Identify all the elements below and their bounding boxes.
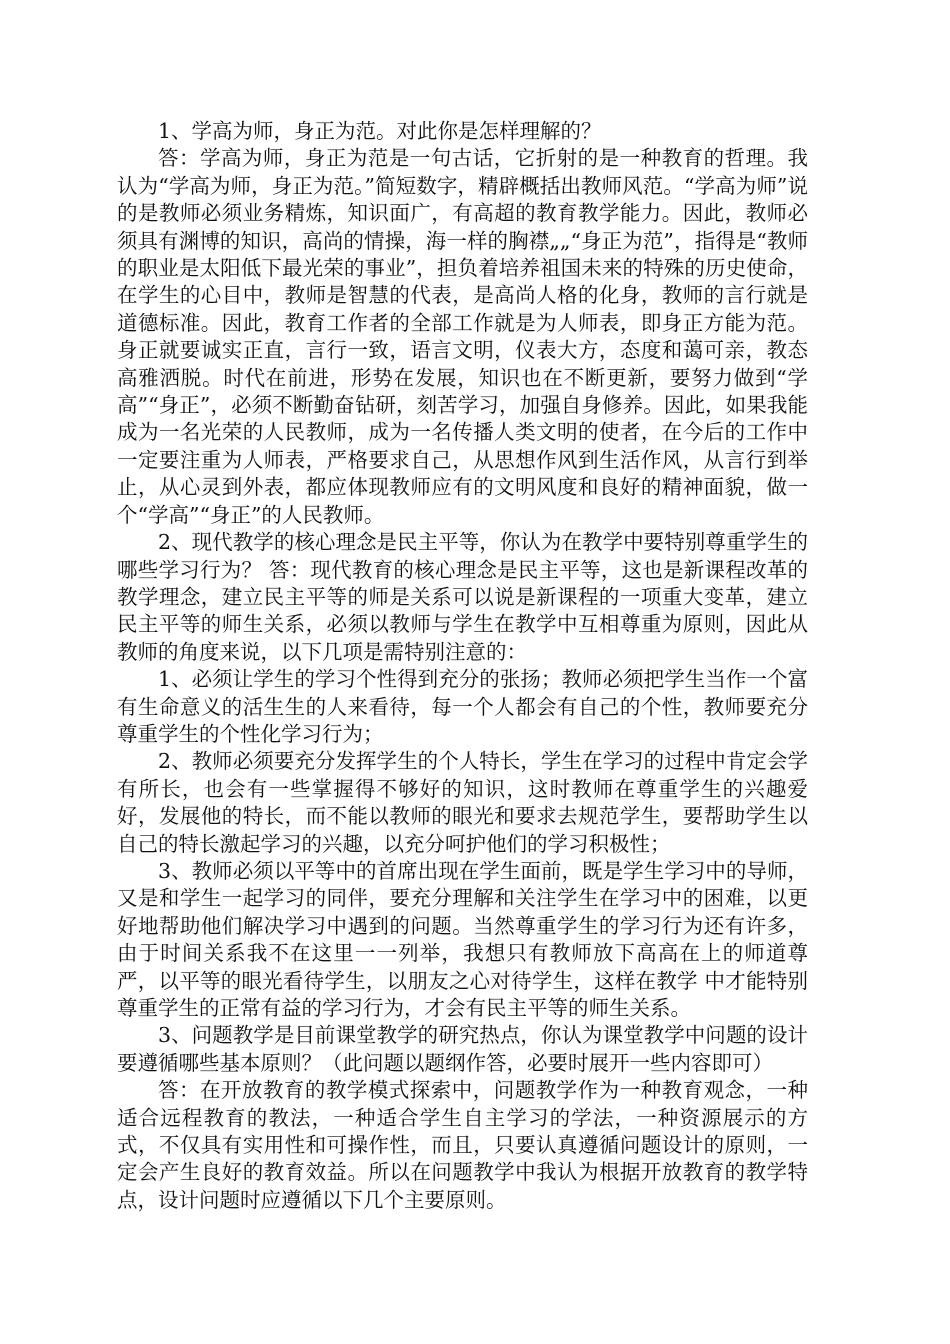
answer-2-point-1: 1、必须让学生的学习个性得到充分的张扬；教师必须把学生当作一个富有生命意义的活生生的人来看待，每一个人都会有自己的个性，教师要充分尊重学生的个性化学习行为； xyxy=(117,667,808,746)
answer-3: 答：在开放教育的教学模式探索中，问题教学作为一种教育观念，一种适合远程教育的教法，一种适合学生自主学习的学法，一种资源展示的方式，不仅具有实用性和可操作性，而且，只要认真遵循问题设计的原则，一定会产生良好的教育效益。所以在问题教学中我认为根据开放教育的教学特点，设计问题时应遵循以下几个主要原则。 xyxy=(117,1078,808,1212)
question-2: 2、现代教学的核心理念是民主平等，你认为在教学中要特别尊重学生的哪些学习行为？ 答：现代教育的核心理念是民主平等，这也是新课程改革的教学理念，建立民主平等的师是关系可以说是新课程的一项重大变革，建立民主平等的师生关系，必须以教师与学生在教学中互相尊重为原则，因此从教师的角度来说，以下几项是需特别注意的： xyxy=(117,530,808,664)
answer-1: 答：学高为师，身正为范是一句古话，它折射的是一种教育的哲理。我认为“学高为师，身正为范。”简短数字，精辟概括出教师风范。“学高为师”说的是教师必须业务精炼，知识面广，有高超的教育教学能力。因此，教师必须具有渊博的知识，高尚的情操，海一样的胸襟„„“身正为范”，指得是“教师的职业是太阳低下最光荣的事业”，担负着培养祖国未来的特殊的历史使命，在学生的心目中，教师是智慧的代表，是高尚人格的化身，教师的言行就是道德标准。因此，教育工作者的全部工作就是为人师表，即身正方能为范。身正就要诚实正直，言行一致，语言文明，仪表大方，态度和蔼可亲，教态高雅洒脱。时代在前进，形势在发展，知识也在不断更新，要努力做到“学高”“身正”，必须不断勤奋钻研，刻苦学习，加强自身修养。因此，如果我能成为一名光荣的人民教师，成为一名传播人类文明的使者，在今后的工作中一定要注重为人师表，严格要求自己，从思想作风到生活作风，从言行到举止，从心灵到外表，都应体现教师应有的文明风度和良好的精神面貌，做一个“学高”“身正”的人民教师。 xyxy=(117,146,808,527)
question-3: 3、问题教学是目前课堂教学的研究热点，你认为课堂教学中问题的设计要遵循哪些基本原则？（此问题以题纲作答，必要时展开一些内容即可） xyxy=(117,1023,808,1075)
answer-2-point-2: 2、教师必须要充分发挥学生的个人特长，学生在学习的过程中肯定会学有所长，也会有一些掌握得不够好的知识，这时教师在尊重学生的兴趣爱好，发展他的特长，而不能以教师的眼光和要求去规范学生，要帮助学生以自己的特长激起学习的兴趣，以充分呵护他们的学习积极性； xyxy=(117,749,808,856)
question-1: 1、学高为师，身正为范。对此你是怎样理解的？ xyxy=(158,119,602,143)
document-body xyxy=(117,118,808,1214)
answer-2-point-3: 3、教师必须以平等中的首席出现在学生面前，既是学生学习中的导师，又是和学生一起学习的同伴，要充分理解和关注学生在学习中的困难，以更好地帮助他们解决学习中遇到的问题。当然尊重学生的学习行为还有许多，由于时间关系我不在这里一一列举，我想只有教师放下高高在上的师道尊严，以平等的眼光看待学生，以朋友之心对待学生，这样在教学 中才能特别尊重学生的正常有益的学习行为，才会有民主平等的师生关系。 xyxy=(117,858,808,1020)
